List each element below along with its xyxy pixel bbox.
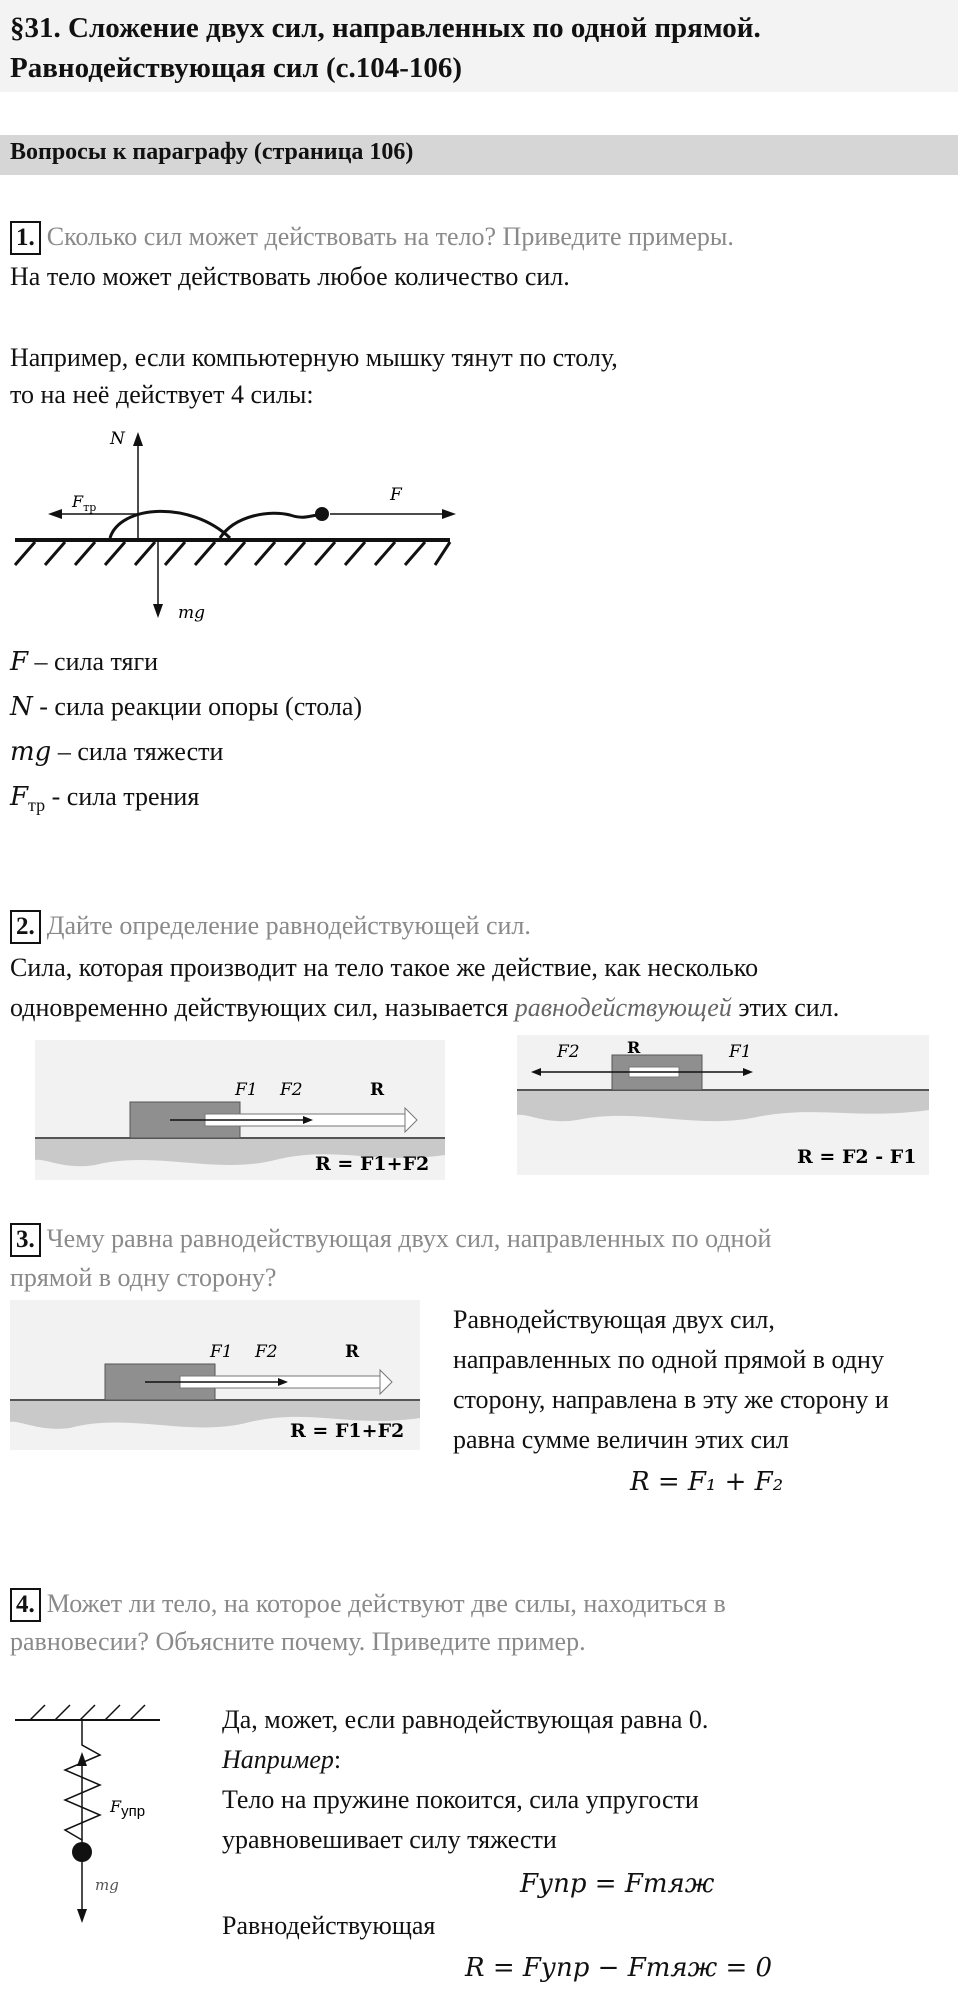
svg-text:F1: F1 xyxy=(210,1342,233,1362)
caption: R = F2 - F1 xyxy=(797,1146,917,1168)
mg-label: mg xyxy=(178,603,206,623)
question-text: Сколько сил может действовать на тело? Приведите примеры. xyxy=(46,222,734,251)
resultant-figure-sum xyxy=(35,1040,445,1180)
question-text-line-2: равновесии? Объясните почему. Приведите пример. xyxy=(10,1627,586,1656)
page-title xyxy=(10,8,761,88)
question-1 xyxy=(10,218,734,256)
svg-text:F2: F2 xyxy=(255,1342,278,1362)
caption: R = F1+F2 xyxy=(290,1420,405,1442)
caption: R = F1+F2 xyxy=(315,1153,430,1175)
question-number: 4. xyxy=(10,1588,41,1622)
question-number: 1. xyxy=(10,221,41,255)
answer-block: Равнодействующая двух сил, направленных по одной прямой в одну сторону, направлена в эту же сторону и равна сумме величин этих сил xyxy=(453,1305,889,1454)
answer-line: Например: xyxy=(222,1745,342,1774)
question-text: Дайте определение равнодействующей сил. xyxy=(46,911,531,940)
answer-line: Тело на пружине покоится, сила упругости xyxy=(222,1785,699,1814)
mg-label: mg xyxy=(95,1876,119,1894)
legend-item: N - сила реакции опоры (стола) xyxy=(10,692,363,722)
title-line-2: Равнодействующая сил (с.104-106) xyxy=(10,52,463,84)
question-2 xyxy=(10,907,531,945)
section-title: Вопросы к параграфу (страница 106) xyxy=(10,139,414,165)
question-text-line-2: прямой в одну сторону? xyxy=(10,1263,277,1292)
answer-line: уравновешивает силу тяжести xyxy=(222,1825,557,1854)
question-text: Чему равна равнодействующая двух сил, направленных по одной xyxy=(46,1224,772,1253)
answer-line: Да, может, если равнодействующая равна 0. xyxy=(222,1705,709,1734)
svg-text:F2: F2 xyxy=(557,1042,580,1062)
formula-equilibrium: Fупр = Fтяж xyxy=(520,1869,715,1899)
f-label: F xyxy=(390,485,402,505)
answer-line: Например, если компьютерную мышку тянут по столу, xyxy=(10,343,618,372)
answer-line: Сила, которая производит на тело такое же действие, как несколько xyxy=(10,953,759,982)
formula-resultant-zero: R = Fупр − Fтяж = 0 xyxy=(465,1953,773,1983)
answer-line: то на неё действует 4 силы: xyxy=(10,380,314,409)
resultant-figure-diff xyxy=(517,1035,929,1175)
title-line-1: §31. Сложение двух сил, направленных по одной прямой. xyxy=(10,12,761,44)
legend-item: F – сила тяги xyxy=(10,647,159,677)
svg-text:R: R xyxy=(370,1080,385,1100)
question-number: 3. xyxy=(10,1223,41,1257)
svg-text:F2: F2 xyxy=(280,1080,303,1100)
svg-text:F1: F1 xyxy=(729,1042,752,1062)
legend-item: $F_{тр}$ - сила трения xyxy=(10,782,200,815)
spring-figure xyxy=(10,1700,190,1930)
legend-item: mg – сила тяжести xyxy=(10,737,224,767)
fupr-label: Fупр xyxy=(110,1797,146,1820)
n-label: N xyxy=(110,429,125,449)
question-3 xyxy=(10,1220,771,1258)
answer-line: На тело может действовать любое количество сил. xyxy=(10,262,570,291)
question-text: Может ли тело, на которое действуют две силы, находиться в xyxy=(46,1589,726,1618)
svg-text:F1: F1 xyxy=(235,1080,258,1100)
mouse-forces-figure xyxy=(10,420,460,630)
resultant-figure-same-direction xyxy=(10,1300,420,1450)
question-number: 2. xyxy=(10,910,41,944)
svg-text:R: R xyxy=(627,1038,641,1057)
answer-line: Равнодействующая xyxy=(222,1911,436,1940)
formula-sum: R = F₁ + F₂ xyxy=(630,1467,784,1497)
question-4 xyxy=(10,1585,726,1623)
svg-text:R: R xyxy=(345,1342,360,1362)
answer-line: одновременно действующих сил, называется равнодействующей этих сил. xyxy=(10,993,840,1022)
ftr-label: $F_{тр}$ xyxy=(72,492,97,514)
